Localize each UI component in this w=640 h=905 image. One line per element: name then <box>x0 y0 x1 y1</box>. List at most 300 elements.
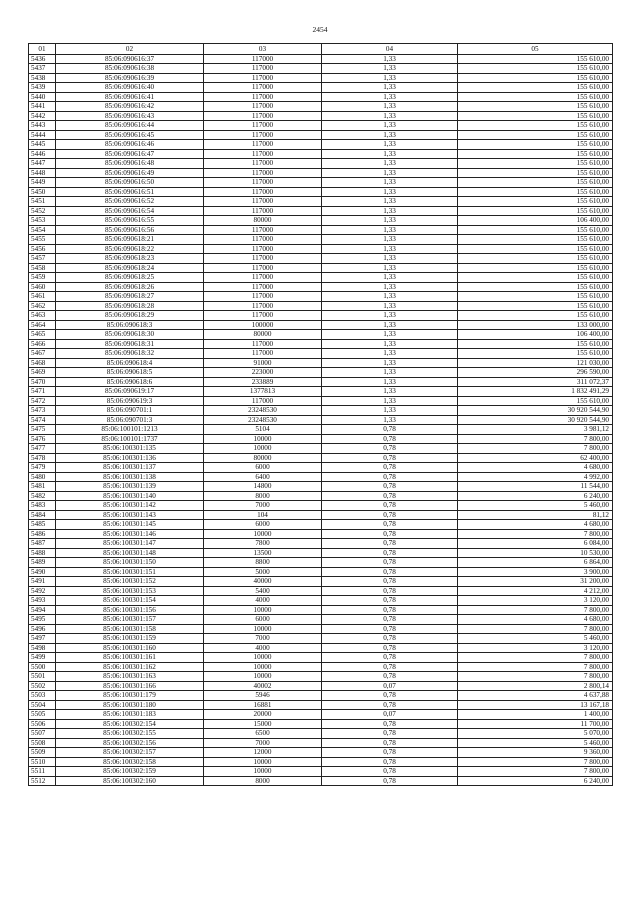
area-value: 223000 <box>204 368 322 378</box>
rate-value: 0,78 <box>322 453 458 463</box>
table-row <box>29 491 613 501</box>
area-value: 117000 <box>204 244 322 254</box>
cadastral-value: 155 610,00 <box>458 178 613 188</box>
cadastral-value: 4 680,00 <box>458 615 613 625</box>
row-number: 5488 <box>29 548 56 558</box>
area-value: 10000 <box>204 672 322 682</box>
row-number: 5481 <box>29 482 56 492</box>
table-row <box>29 520 613 530</box>
rate-value: 1,33 <box>322 102 458 112</box>
cadastral-number: 85:06:100301:146 <box>56 529 204 539</box>
row-number: 5484 <box>29 510 56 520</box>
cadastral-value: 7 800,00 <box>458 434 613 444</box>
area-value: 80000 <box>204 216 322 226</box>
cadastral-number: 85:06:090618:22 <box>56 244 204 254</box>
table-row <box>29 634 613 644</box>
area-value: 117000 <box>204 92 322 102</box>
cadastral-number: 85:06:090616:42 <box>56 102 204 112</box>
cadastral-number: 85:06:100301:142 <box>56 501 204 511</box>
cadastral-value: 106 400,00 <box>458 216 613 226</box>
rate-value: 0,78 <box>322 463 458 473</box>
rate-value: 1,33 <box>322 377 458 387</box>
area-value: 117000 <box>204 282 322 292</box>
cadastral-number: 85:06:090619:3 <box>56 396 204 406</box>
cadastral-value: 5 460,00 <box>458 634 613 644</box>
table-row <box>29 662 613 672</box>
table-row <box>29 330 613 340</box>
area-value: 10000 <box>204 767 322 777</box>
cadastral-number: 85:06:100301:154 <box>56 596 204 606</box>
rate-value: 1,33 <box>322 140 458 150</box>
area-value: 8800 <box>204 558 322 568</box>
cadastral-value: 11 544,00 <box>458 482 613 492</box>
rate-value: 0,78 <box>322 491 458 501</box>
cadastral-number: 85:06:090618:28 <box>56 301 204 311</box>
rate-value: 0,78 <box>322 520 458 530</box>
rate-value: 0,78 <box>322 700 458 710</box>
row-number: 5438 <box>29 73 56 83</box>
cadastral-value: 155 610,00 <box>458 140 613 150</box>
cadastral-number: 85:06:090616:40 <box>56 83 204 93</box>
area-value: 40002 <box>204 681 322 691</box>
rate-value: 0,78 <box>322 615 458 625</box>
cadastral-number: 85:06:090618:25 <box>56 273 204 283</box>
row-number: 5456 <box>29 244 56 254</box>
cadastral-value: 1 400,00 <box>458 710 613 720</box>
cadastral-number: 85:06:100301:179 <box>56 691 204 701</box>
row-number: 5450 <box>29 187 56 197</box>
row-number: 5453 <box>29 216 56 226</box>
table-row <box>29 529 613 539</box>
table-row <box>29 301 613 311</box>
row-number: 5476 <box>29 434 56 444</box>
cadastral-number: 85:06:100301:162 <box>56 662 204 672</box>
table-row <box>29 396 613 406</box>
rate-value: 0,78 <box>322 539 458 549</box>
row-number: 5461 <box>29 292 56 302</box>
table-row <box>29 444 613 454</box>
area-value: 15000 <box>204 719 322 729</box>
row-number: 5465 <box>29 330 56 340</box>
row-number: 5502 <box>29 681 56 691</box>
area-value: 117000 <box>204 235 322 245</box>
row-number: 5451 <box>29 197 56 207</box>
area-value: 4000 <box>204 643 322 653</box>
cadastral-value: 62 400,00 <box>458 453 613 463</box>
rate-value: 0,78 <box>322 434 458 444</box>
cadastral-value: 155 610,00 <box>458 168 613 178</box>
cadastral-number: 85:06:090616:41 <box>56 92 204 102</box>
cadastral-number: 85:06:100301:150 <box>56 558 204 568</box>
cadastral-number: 85:06:090618:4 <box>56 358 204 368</box>
area-value: 100000 <box>204 320 322 330</box>
cadastral-value: 155 610,00 <box>458 339 613 349</box>
table-row <box>29 672 613 682</box>
area-value: 10000 <box>204 444 322 454</box>
row-number: 5493 <box>29 596 56 606</box>
table-row <box>29 225 613 235</box>
area-value: 117000 <box>204 149 322 159</box>
rate-value: 0,78 <box>322 596 458 606</box>
row-number: 5446 <box>29 149 56 159</box>
row-number: 5500 <box>29 662 56 672</box>
row-number: 5499 <box>29 653 56 663</box>
rate-value: 1,33 <box>322 387 458 397</box>
cadastral-number: 85:06:100301:156 <box>56 605 204 615</box>
area-value: 6000 <box>204 463 322 473</box>
cadastral-value: 155 610,00 <box>458 282 613 292</box>
table-row <box>29 605 613 615</box>
area-value: 117000 <box>204 349 322 359</box>
table-row <box>29 539 613 549</box>
cadastral-value: 155 610,00 <box>458 130 613 140</box>
cadastral-value: 7 800,00 <box>458 653 613 663</box>
row-number: 5442 <box>29 111 56 121</box>
table-row <box>29 548 613 558</box>
row-number: 5470 <box>29 377 56 387</box>
rate-value: 0,78 <box>322 510 458 520</box>
row-number: 5478 <box>29 453 56 463</box>
cadastral-value: 155 610,00 <box>458 311 613 321</box>
row-number: 5489 <box>29 558 56 568</box>
cadastral-value: 6 240,00 <box>458 491 613 501</box>
table-row <box>29 453 613 463</box>
cadastral-value: 3 120,00 <box>458 643 613 653</box>
table-row <box>29 73 613 83</box>
cadastral-number: 85:06:090616:55 <box>56 216 204 226</box>
area-value: 117000 <box>204 102 322 112</box>
area-value: 8000 <box>204 491 322 501</box>
cadastral-number: 85:06:100302:155 <box>56 729 204 739</box>
rate-value: 1,33 <box>322 235 458 245</box>
row-number: 5495 <box>29 615 56 625</box>
table-row <box>29 320 613 330</box>
cadastral-number: 85:06:090616:43 <box>56 111 204 121</box>
rate-value: 0,78 <box>322 605 458 615</box>
row-number: 5486 <box>29 529 56 539</box>
area-value: 10000 <box>204 757 322 767</box>
cadastral-number: 85:06:100301:180 <box>56 700 204 710</box>
cadastral-number: 85:06:100301:145 <box>56 520 204 530</box>
rate-value: 1,33 <box>322 254 458 264</box>
row-number: 5472 <box>29 396 56 406</box>
area-value: 5104 <box>204 425 322 435</box>
table-row <box>29 206 613 216</box>
table-row <box>29 757 613 767</box>
cadastral-number: 85:06:100301:147 <box>56 539 204 549</box>
row-number: 5506 <box>29 719 56 729</box>
area-value: 12000 <box>204 748 322 758</box>
area-value: 23248530 <box>204 406 322 416</box>
row-number: 5491 <box>29 577 56 587</box>
area-value: 8000 <box>204 776 322 786</box>
cadastral-number: 85:06:100302:157 <box>56 748 204 758</box>
cadastral-number: 85:06:090616:49 <box>56 168 204 178</box>
row-number: 5441 <box>29 102 56 112</box>
table-row <box>29 244 613 254</box>
rate-value: 1,33 <box>322 73 458 83</box>
table-row <box>29 729 613 739</box>
table-row <box>29 406 613 416</box>
cadastral-number: 85:06:090701:3 <box>56 415 204 425</box>
header-col-03: 03 <box>204 44 322 55</box>
cadastral-value: 6 084,00 <box>458 539 613 549</box>
cadastral-value: 121 030,00 <box>458 358 613 368</box>
area-value: 117000 <box>204 140 322 150</box>
area-value: 117000 <box>204 396 322 406</box>
cadastral-number: 85:06:100301:160 <box>56 643 204 653</box>
area-value: 117000 <box>204 225 322 235</box>
cadastral-value-table <box>28 43 613 786</box>
cadastral-number: 85:06:100101:1737 <box>56 434 204 444</box>
area-value: 233889 <box>204 377 322 387</box>
table-row <box>29 624 613 634</box>
table-row <box>29 140 613 150</box>
cadastral-number: 85:06:100301:161 <box>56 653 204 663</box>
table-row <box>29 615 613 625</box>
rate-value: 1,33 <box>322 396 458 406</box>
rate-value: 1,33 <box>322 339 458 349</box>
cadastral-number: 85:06:100302:160 <box>56 776 204 786</box>
table-row <box>29 643 613 653</box>
rate-value: 1,33 <box>322 159 458 169</box>
cadastral-value: 155 610,00 <box>458 92 613 102</box>
row-number: 5466 <box>29 339 56 349</box>
rate-value: 0,78 <box>322 444 458 454</box>
cadastral-value: 7 800,00 <box>458 624 613 634</box>
cadastral-number: 85:06:100301:151 <box>56 567 204 577</box>
table-row <box>29 434 613 444</box>
area-value: 7000 <box>204 634 322 644</box>
table-row <box>29 510 613 520</box>
area-value: 10000 <box>204 624 322 634</box>
table-row <box>29 273 613 283</box>
cadastral-value: 155 610,00 <box>458 225 613 235</box>
rate-value: 1,33 <box>322 330 458 340</box>
table-row <box>29 197 613 207</box>
cadastral-number: 85:06:090616:52 <box>56 197 204 207</box>
table-row <box>29 691 613 701</box>
cadastral-value: 106 400,00 <box>458 330 613 340</box>
header-col-05: 05 <box>458 44 613 55</box>
row-number: 5483 <box>29 501 56 511</box>
cadastral-value: 11 700,00 <box>458 719 613 729</box>
row-number: 5501 <box>29 672 56 682</box>
rate-value: 0,07 <box>322 681 458 691</box>
rate-value: 1,33 <box>322 415 458 425</box>
cadastral-value: 4 680,00 <box>458 520 613 530</box>
row-number: 5443 <box>29 121 56 131</box>
area-value: 14800 <box>204 482 322 492</box>
table-row <box>29 282 613 292</box>
cadastral-value: 155 610,00 <box>458 64 613 74</box>
rate-value: 1,33 <box>322 130 458 140</box>
row-number: 5468 <box>29 358 56 368</box>
cadastral-value: 3 120,00 <box>458 596 613 606</box>
cadastral-number: 85:06:090616:39 <box>56 73 204 83</box>
rate-value: 1,33 <box>322 197 458 207</box>
table-row <box>29 425 613 435</box>
cadastral-value: 133 000,00 <box>458 320 613 330</box>
cadastral-value: 31 200,00 <box>458 577 613 587</box>
rate-value: 0,78 <box>322 548 458 558</box>
rate-value: 0,78 <box>322 776 458 786</box>
cadastral-value: 81,12 <box>458 510 613 520</box>
table-row <box>29 776 613 786</box>
cadastral-value: 4 992,00 <box>458 472 613 482</box>
area-value: 20000 <box>204 710 322 720</box>
cadastral-number: 85:06:090616:38 <box>56 64 204 74</box>
area-value: 117000 <box>204 159 322 169</box>
area-value: 117000 <box>204 263 322 273</box>
table-row <box>29 567 613 577</box>
area-value: 7000 <box>204 738 322 748</box>
cadastral-value: 5 460,00 <box>458 501 613 511</box>
row-number: 5490 <box>29 567 56 577</box>
rate-value: 1,33 <box>322 121 458 131</box>
row-number: 5485 <box>29 520 56 530</box>
area-value: 91000 <box>204 358 322 368</box>
table-header <box>29 44 613 55</box>
table-row <box>29 358 613 368</box>
row-number: 5492 <box>29 586 56 596</box>
rate-value: 0,78 <box>322 662 458 672</box>
table-row <box>29 102 613 112</box>
rate-value: 0,78 <box>322 558 458 568</box>
rate-value: 0,78 <box>322 567 458 577</box>
area-value: 80000 <box>204 330 322 340</box>
cadastral-number: 85:06:100302:158 <box>56 757 204 767</box>
row-number: 5475 <box>29 425 56 435</box>
table-row <box>29 64 613 74</box>
cadastral-value: 7 800,00 <box>458 605 613 615</box>
cadastral-number: 85:06:100301:140 <box>56 491 204 501</box>
header-col-02: 02 <box>56 44 204 55</box>
cadastral-value: 6 240,00 <box>458 776 613 786</box>
row-number: 5477 <box>29 444 56 454</box>
cadastral-value: 155 610,00 <box>458 197 613 207</box>
table-row <box>29 653 613 663</box>
cadastral-value: 155 610,00 <box>458 73 613 83</box>
cadastral-number: 85:06:100301:166 <box>56 681 204 691</box>
cadastral-number: 85:06:090616:46 <box>56 140 204 150</box>
row-number: 5454 <box>29 225 56 235</box>
table-row <box>29 558 613 568</box>
cadastral-value: 30 920 544,90 <box>458 406 613 416</box>
cadastral-value: 2 800,14 <box>458 681 613 691</box>
cadastral-number: 85:06:100301:136 <box>56 453 204 463</box>
table-row <box>29 710 613 720</box>
row-number: 5505 <box>29 710 56 720</box>
area-value: 117000 <box>204 54 322 64</box>
cadastral-number: 85:06:090619:17 <box>56 387 204 397</box>
area-value: 104 <box>204 510 322 520</box>
row-number: 5474 <box>29 415 56 425</box>
rate-value: 1,33 <box>322 216 458 226</box>
row-number: 5457 <box>29 254 56 264</box>
rate-value: 1,33 <box>322 178 458 188</box>
rate-value: 0,78 <box>322 653 458 663</box>
table-row <box>29 254 613 264</box>
area-value: 6000 <box>204 520 322 530</box>
cadastral-value: 155 610,00 <box>458 292 613 302</box>
area-value: 23248530 <box>204 415 322 425</box>
table-row <box>29 216 613 226</box>
row-number: 5498 <box>29 643 56 653</box>
area-value: 10000 <box>204 605 322 615</box>
row-number: 5473 <box>29 406 56 416</box>
area-value: 10000 <box>204 662 322 672</box>
row-number: 5471 <box>29 387 56 397</box>
rate-value: 0,78 <box>322 757 458 767</box>
cadastral-number: 85:06:090616:47 <box>56 149 204 159</box>
area-value: 117000 <box>204 206 322 216</box>
cadastral-value: 7 800,00 <box>458 757 613 767</box>
area-value: 117000 <box>204 311 322 321</box>
table-row <box>29 700 613 710</box>
cadastral-number: 85:06:090618:31 <box>56 339 204 349</box>
row-number: 5449 <box>29 178 56 188</box>
table-row <box>29 767 613 777</box>
cadastral-value: 311 072,37 <box>458 377 613 387</box>
rate-value: 1,33 <box>322 358 458 368</box>
table-row <box>29 263 613 273</box>
cadastral-number: 85:06:100101:1213 <box>56 425 204 435</box>
row-number: 5482 <box>29 491 56 501</box>
area-value: 6500 <box>204 729 322 739</box>
table-row <box>29 586 613 596</box>
cadastral-value: 4 637,88 <box>458 691 613 701</box>
table-row <box>29 368 613 378</box>
table-row <box>29 178 613 188</box>
area-value: 117000 <box>204 339 322 349</box>
table-row <box>29 738 613 748</box>
cadastral-value: 5 070,00 <box>458 729 613 739</box>
cadastral-value: 155 610,00 <box>458 301 613 311</box>
area-value: 6000 <box>204 615 322 625</box>
rate-value: 0,78 <box>322 529 458 539</box>
rate-value: 0,78 <box>322 729 458 739</box>
cadastral-number: 85:06:090618:30 <box>56 330 204 340</box>
table-row <box>29 681 613 691</box>
area-value: 117000 <box>204 197 322 207</box>
area-value: 10000 <box>204 529 322 539</box>
rate-value: 1,33 <box>322 263 458 273</box>
cadastral-number: 85:06:100301:183 <box>56 710 204 720</box>
cadastral-value: 155 610,00 <box>458 235 613 245</box>
cadastral-value: 155 610,00 <box>458 273 613 283</box>
table-row <box>29 292 613 302</box>
table-body <box>29 54 613 786</box>
area-value: 117000 <box>204 301 322 311</box>
cadastral-number: 85:06:090618:23 <box>56 254 204 264</box>
cadastral-value: 155 610,00 <box>458 121 613 131</box>
area-value: 40000 <box>204 577 322 587</box>
rate-value: 1,33 <box>322 349 458 359</box>
row-number: 5494 <box>29 605 56 615</box>
area-value: 117000 <box>204 111 322 121</box>
cadastral-value: 4 212,00 <box>458 586 613 596</box>
rate-value: 1,33 <box>322 111 458 121</box>
cadastral-number: 85:06:100301:135 <box>56 444 204 454</box>
cadastral-number: 85:06:100301:153 <box>56 586 204 596</box>
row-number: 5467 <box>29 349 56 359</box>
table-row <box>29 482 613 492</box>
rate-value: 1,33 <box>322 187 458 197</box>
rate-value: 0,78 <box>322 643 458 653</box>
area-value: 4000 <box>204 596 322 606</box>
rate-value: 1,33 <box>322 225 458 235</box>
